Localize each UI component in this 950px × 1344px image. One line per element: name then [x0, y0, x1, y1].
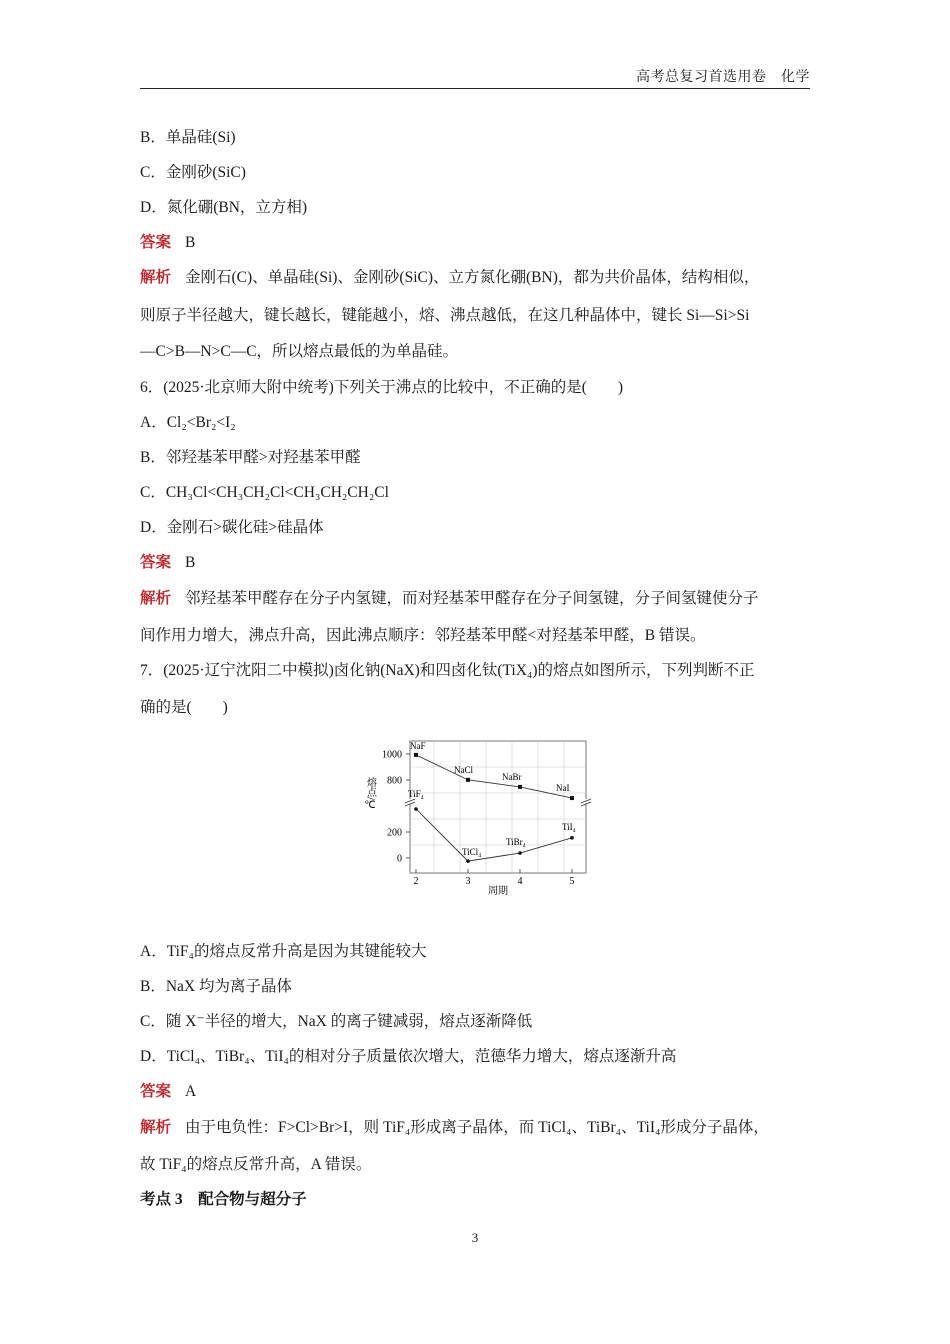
answer-value: B [185, 554, 196, 571]
nax-point [466, 778, 470, 782]
answer-label: 答案 [140, 1083, 172, 1100]
grid [410, 741, 586, 873]
analysis-label: 解析 [140, 269, 172, 286]
q7-option-b: B．NaX 均为离子晶体 [140, 978, 292, 995]
answer-label: 答案 [140, 554, 172, 571]
q5-analysis-line-1 [140, 268, 820, 288]
q7-analysis-line-1 [140, 1118, 820, 1138]
q6-option-a: A．Cl₂<Br₂<I₂ [140, 414, 236, 431]
q7-stem-line-2: 确的是( ) [140, 699, 228, 716]
nax-point-label: NaBr [502, 771, 522, 782]
section-heading: 考点 3 配合物与超分子 [140, 1191, 307, 1208]
nax-point [518, 785, 522, 789]
q7-stem-line-1: 7．(2025·辽宁沈阳二中模拟)卤化钠(NaX)和四卤化钛(TiX₄)的熔点如图所示，下列判断不正 [140, 662, 755, 679]
q5-analysis-line-2: 则原子半径越大，键长越长，键能越小，熔、沸点越低，在这几种晶体中，键长 Si—Si>Si [140, 307, 750, 324]
series-line-nax [416, 755, 572, 798]
x-tick-label: 4 [517, 876, 523, 887]
nax-point [414, 753, 418, 757]
q5-option-b: B．单晶硅(Si) [140, 129, 236, 146]
q7-option-d: D．TiCl₄、TiBr₄、TiI₄的相对分子质量依次增大，范德华力增大，熔点逐渐升高 [140, 1048, 677, 1065]
y-tick-label: 1000 [382, 749, 402, 761]
q6-stem: 6．(2025·北京师大附中统考)下列关于沸点的比较中，不正确的是( ) [140, 379, 624, 396]
q5-analysis-line-3: —C>B—N>C—C，所以熔点最低的为单晶硅。 [140, 343, 459, 360]
axis-break-marks [405, 799, 591, 806]
x-tick-label: 5 [569, 876, 575, 887]
tix4-point-label: TiF₄ [408, 788, 424, 799]
nax-point-label: NaF [410, 740, 426, 751]
q5-option-c: C．金刚砂(SiC) [140, 164, 246, 181]
series-line-tix4 [416, 809, 572, 861]
q7-option-c: C．随 X⁻半径的增大，NaX 的离子键减弱，熔点逐渐降低 [140, 1013, 533, 1030]
q6-analysis-line-2: 间作用力增大，沸点升高，因此沸点顺序：邻羟基苯甲醛<对羟基苯甲醛，B 错误。 [140, 627, 706, 644]
q7-answer [140, 1082, 820, 1102]
tix4-point-label: TiI₄ [562, 821, 576, 832]
tix4-point [414, 807, 418, 811]
q6-option-d: D．金刚石>碳化硅>硅晶体 [140, 519, 324, 536]
tix4-point [518, 851, 522, 855]
answer-value: B [185, 234, 196, 251]
y-tick-label: 800 [387, 775, 402, 787]
y-axis-label: 熔点/℃ [364, 777, 376, 811]
melting-point-chart [356, 732, 596, 904]
x-tick-label: 2 [413, 876, 419, 887]
analysis-text: 金刚石(C)、单晶硅(Si)、金刚砂(SiC)、立方氮化硼(BN)，都为共价晶体，结构相似， [185, 269, 760, 286]
tix4-point [466, 859, 470, 863]
tix4-point-label: TiCl₄ [462, 847, 482, 858]
analysis-label: 解析 [140, 590, 172, 607]
nax-point-label: NaI [556, 783, 570, 794]
page-header [140, 66, 810, 89]
header-title: 高考总复习首选用卷 化学 [636, 70, 810, 85]
q7-option-a: A．TiF₄的熔点反常升高是因为其键能较大 [140, 943, 427, 960]
q6-answer [140, 553, 820, 573]
analysis-label: 解析 [140, 1119, 172, 1136]
y-tick-label: 200 [387, 827, 402, 839]
answer-label: 答案 [140, 234, 172, 251]
q6-analysis-line-1 [140, 589, 820, 609]
analysis-text: 由于电负性：F>Cl>Br>I，则 TiF₄形成离子晶体，而 TiCl₄、TiBr₄、TiI₄形成分子晶体， [185, 1119, 769, 1136]
nax-point-label: NaCl [454, 764, 473, 775]
page-number: 3 [471, 1230, 479, 1245]
plot-frame [410, 741, 586, 873]
q5-option-d: D．氮化硼(BN，立方相) [140, 199, 308, 216]
nax-point [570, 796, 574, 800]
tix4-point-label: TiBr₄ [506, 837, 526, 848]
x-tick-label: 3 [465, 876, 471, 887]
answer-value: A [185, 1083, 197, 1100]
q7-analysis-line-2: 故 TiF₄的熔点反常升高，A 错误。 [140, 1156, 372, 1173]
analysis-text: 邻羟基苯甲醛存在分子内氢键，而对羟基苯甲醛存在分子间氢键，分子间氢键使分子 [185, 590, 759, 607]
y-tick-label: 0 [397, 853, 402, 865]
tix4-point [570, 836, 574, 840]
q6-option-c: C．CH₃Cl<CH₃CH₂Cl<CH₃CH₂CH₂Cl [140, 484, 389, 501]
x-axis-label: 周期 [488, 886, 508, 897]
q6-option-b: B．邻羟基苯甲醛>对羟基苯甲醛 [140, 449, 361, 466]
q5-answer [140, 233, 820, 253]
